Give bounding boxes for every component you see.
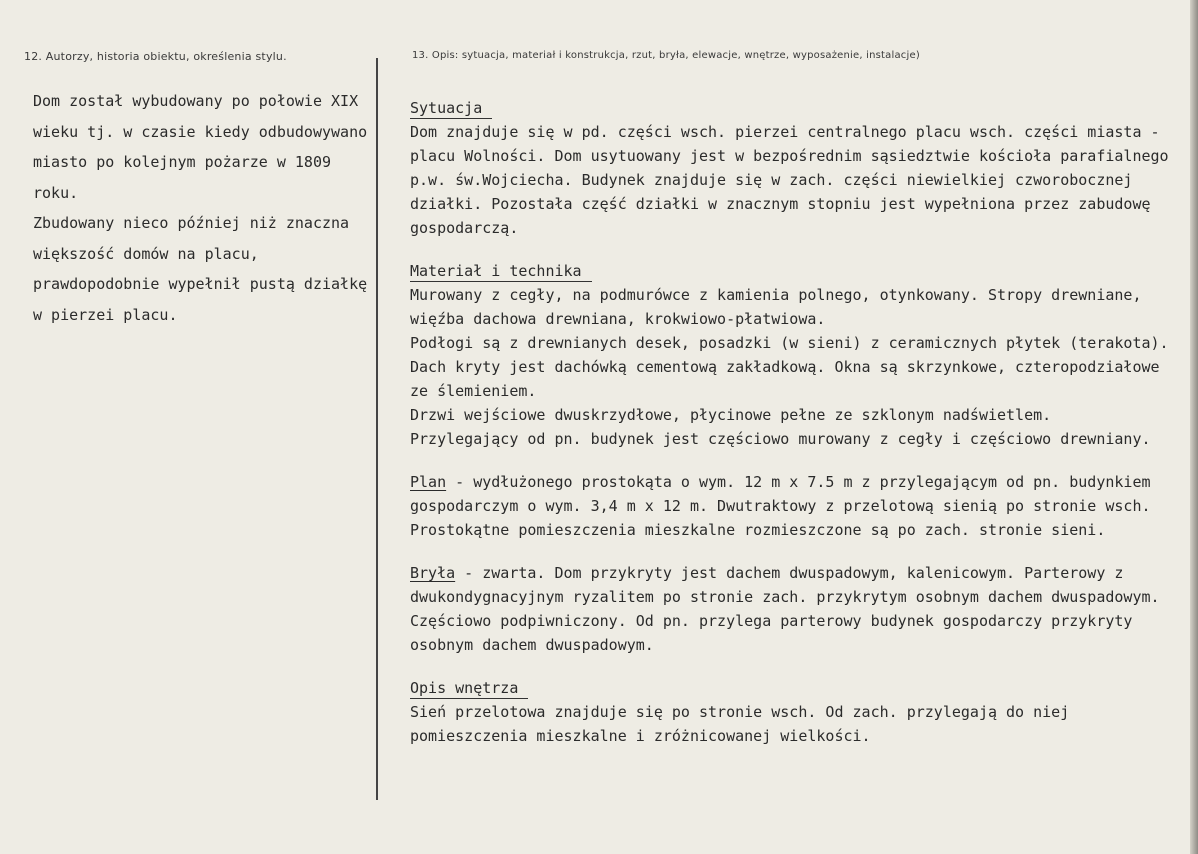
section-bryla [410, 561, 1180, 657]
section-text-bryla: - zwarta. Dom przykryty jest dachem dwuspadowym, kalenicowym. Parterowy z dwukondygnacyjnym ryzalitem po stronie zach. przykrytym osobnym dachem dwuspadowym. Częściowo podpiwniczony. Od pn. przylega parterowy budynek gospodarczy przykryty osobnym dachem dwuspadowym. [410, 564, 1160, 654]
section-plan [410, 470, 1180, 542]
section-material [410, 259, 1180, 451]
history-paragraph-2: Zbudowany nieco później niż znaczna większość domów na placu, prawdopodobnie wypełnił pustą działkę w pierzei placu. [33, 214, 368, 324]
history-paragraph-1: Dom został wybudowany po połowie XIX wieku tj. w czasie kiedy odbudowywano miasto po kolejnym pożarze w 1809 roku. [33, 92, 368, 202]
header-field-13: 13. Opis: sytuacja, materiał i konstrukcja, rzut, bryła, elewacje, wnętrze, wyposażenie, instalacje) [412, 50, 920, 61]
material-line-2: Podłogi są z drewnianych desek, posadzki (w sieni) z ceramicznych płytek (terakota). [410, 334, 1169, 352]
material-line-1: Murowany z cegły, na podmurówce z kamienia polnego, otynkowany. Stropy drewniane, więźba dachowa drewniana, krokwiowo-płatwiowa. [410, 286, 1142, 328]
section-text-wnetrze: Sień przelotowa znajduje się po stronie wsch. Od zach. przylegają do niej pomieszczenia mieszkalne i zróżnicowanej wielkości. [410, 703, 1070, 745]
section-text-sytuacja: Dom znajduje się w pd. części wsch. pierzei centralnego placu wsch. części miasta - placu Wolności. Dom usytuowany jest w bezpośrednim sąsiedztwie kościoła parafialnego p.w. św.Wojciecha. Budynek znajduje się w zach. części niewielkiej czworobocznej działki. Pozostała część działki w znacznym stopniu jest wypełniona przez zabudowę gospodarczą. [410, 123, 1169, 237]
section-heading-plan: Plan [410, 473, 447, 491]
section-heading-sytuacja: Sytuacja [410, 99, 492, 119]
section-wnetrze [410, 676, 1180, 748]
section-heading-wnetrze: Opis wnętrza [410, 679, 528, 699]
section-sytuacja [410, 96, 1180, 240]
material-line-4: Drzwi wejściowe dwuskrzydłowe, płycinowe pełne ze szklonym nadświetlem. [410, 406, 1052, 424]
description-column [410, 96, 1180, 767]
material-line-3: Dach kryty jest dachówką cementową zakładkową. Okna są skrzynkowe, czteropodziałowe ze ślemieniem. [410, 358, 1160, 400]
history-column [33, 86, 368, 330]
section-text-plan: - wydłużonego prostokąta o wym. 12 m x 7.5 m z przylegającym od pn. budynkiem gospodarczym o wym. 3,4 m x 12 m. Dwutraktowy z przelotową sienią po stronie wsch. Prostokątne pomieszczenia mieszkalne rozmieszczone są po zach. stronie sieni. [410, 473, 1151, 539]
header-field-12: 12. Autorzy, historia obiektu, określenia stylu. [24, 50, 287, 63]
paper-edge [1190, 0, 1198, 854]
column-divider [376, 58, 378, 800]
section-heading-bryla: Bryła [410, 564, 456, 582]
material-line-5: Przylegający od pn. budynek jest częściowo murowany z cegły i częściowo drewniany. [410, 430, 1151, 448]
section-heading-material: Materiał i technika [410, 262, 592, 282]
